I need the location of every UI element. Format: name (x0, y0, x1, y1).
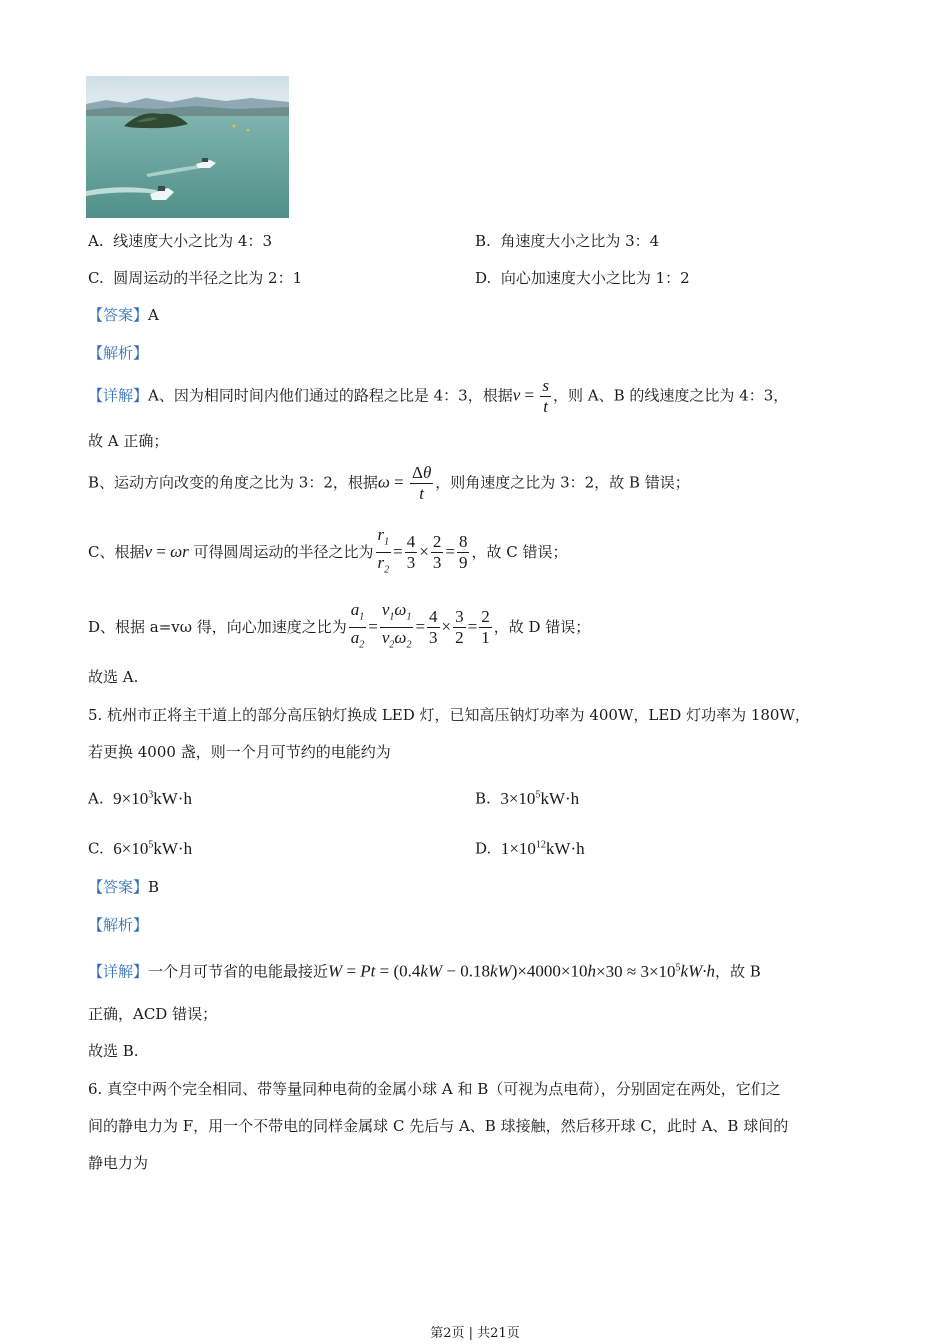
detail-text: 可得圆周运动的半径之比为 (193, 542, 374, 561)
detail-text: B、运动方向改变的角度之比为 3：2，根据 (88, 473, 378, 492)
q5-stem-line2: 若更换 4000 盏，则一个月可节约的电能约为 (88, 743, 391, 761)
answer-value: B (148, 878, 160, 896)
q5-detail-line2: 正确，ACD 错误； (88, 1005, 218, 1023)
formula-v-omega-r: v (144, 541, 153, 561)
q4-answer (88, 305, 159, 325)
q4-option-a (88, 231, 272, 251)
detail-text: C、根据 (88, 542, 145, 561)
q5-option-a (88, 785, 192, 809)
q4-option-d (475, 268, 690, 288)
option-label: C. (88, 269, 104, 287)
q5-option-b (475, 785, 579, 809)
q4-detail-b: B、运动方向改变的角度之比为 3：2，根据ω = $\frac{\Delta\theta}{t}$ ，则角速度之比为 3：2，故 B 错误； (88, 463, 690, 503)
q5-option-c (88, 835, 192, 859)
detail-text: D、根据 a=vω 得，向心加速度之比为 (88, 617, 347, 636)
answer-value: A (148, 306, 159, 324)
q4-detail-d: D、根据 a=vω 得，向心加速度之比为 $\frac{a_1}{a_2}$ = $\frac{v_1\omega_1}{v_2\omega_2}$ = $\frac{4}{3}$ × $\frac{3}{2}$ = $\frac{2}{1}$ ，故 D 错误； (88, 600, 590, 656)
option-label: C. (88, 839, 104, 858)
fraction-a1-a2: $\frac{a_1}{a_2}$ (350, 600, 365, 651)
option-text: 角速度大小之比为 3：4 (500, 232, 660, 250)
fraction-2-3: $\frac{2}{3}$ (432, 532, 442, 573)
q5-conclusion: 故选 B. (88, 1042, 139, 1060)
fraction-2-1: $\frac{2}{1}$ (481, 607, 490, 648)
q4-option-b (475, 231, 659, 251)
option-value: $9\times 10^3kW\cdot h$ (113, 788, 192, 808)
answer-tag: 【答案】 (88, 878, 149, 896)
option-text: 向心加速度大小之比为 1：2 (500, 269, 690, 287)
option-label: D. (475, 839, 492, 858)
q4-detail-a: 【详解】A、因为相同时间内他们通过的路程之比是 4：3，根据v = $\frac{s}{t}$ ，则 A、B 的线速度之比为 4：3， (88, 376, 789, 416)
option-text: 线速度大小之比为 4：3 (113, 232, 273, 250)
q5-detail: 【详解】一个月可节省的电能最接近$W = Pt = (0.4kW - 0.18kW)\times 4000\times 10h\times 30 \approx 3\times 10^5kW\cdot h$，故 B (88, 961, 761, 981)
q4-detail-c: C、根据v = ωr 可得圆周运动的半径之比为 $\frac{r_1}{r_2}$ = $\frac{4}{3}$ × $\frac{2}{3}$ = $\frac{8}{9}$ ，故 C 错误； (88, 525, 567, 581)
detail-text: 一个月可节省的电能最接近 (148, 962, 329, 981)
formula-energy: W (328, 961, 343, 981)
answer-tag: 【答案】 (88, 306, 149, 324)
detail-text: A、因为相同时间内他们通过的路程之比是 4：3，根据 (148, 386, 513, 405)
formula-v-s-t: v (512, 385, 521, 405)
q4-detail-a-line2: 故 A 正确； (88, 432, 169, 450)
fraction-4-3: $\frac{4}{3}$ (406, 532, 416, 573)
option-value: $1\times 10^{12}kW\cdot h$ (500, 838, 585, 858)
detail-tag: 【详解】 (88, 962, 149, 981)
detail-text: ，故 C 错误； (471, 542, 568, 561)
detail-text: ，故 B (715, 962, 761, 981)
fraction-8-9: $\frac{8}{9}$ (458, 532, 468, 573)
option-label: B. (475, 789, 491, 808)
q6-stem-line2: 间的静电力为 F，用一个不带电的同样金属球 C 先后与 A、B 球接触，然后移开球 C，此时 A、B 球间的 (88, 1117, 789, 1135)
fraction-dtheta-over-t: $\frac{\Delta\theta}{t}$ (412, 463, 432, 503)
detail-text: ，故 D 错误； (493, 617, 591, 636)
option-label: D. (475, 269, 492, 287)
fraction-3-2: $\frac{3}{2}$ (455, 607, 464, 648)
boats-lake-photo (86, 76, 289, 218)
page-footer: 第2页 | 共21页 (430, 1326, 520, 1341)
fraction-s-over-t: $\frac{s}{t}$ (542, 376, 549, 416)
option-label: A. (88, 232, 104, 250)
option-value: $3\times 10^5kW\cdot h$ (500, 788, 580, 808)
q5-analysis-tag: 【解析】 (88, 916, 149, 934)
detail-text: ，则角速度之比为 3：2，故 B 错误； (435, 473, 690, 492)
q5-stem-line1: 5. 杭州市正将主干道上的部分高压钠灯换成 LED 灯，已知高压钠灯功率为 400W，LED 灯功率为 180W， (88, 706, 810, 724)
q4-conclusion: 故选 A. (88, 668, 139, 686)
q5-option-d (475, 835, 585, 859)
detail-text: ，则 A、B 的线速度之比为 4：3， (552, 386, 789, 405)
fraction-v1w1-v2w2: $\frac{v_1\omega_1}{v_2\omega_2}$ (381, 600, 412, 651)
q5-answer (88, 877, 159, 897)
q6-stem-line1: 6. 真空中两个完全相同、带等量同种电荷的金属小球 A 和 B（可视为点电荷），分别固定在两处，它们之 (88, 1080, 781, 1098)
q4-analysis-tag: 【解析】 (88, 344, 149, 362)
option-label: A. (88, 789, 104, 808)
option-label: B. (475, 232, 491, 250)
detail-tag: 【详解】 (88, 386, 149, 405)
q4-option-c (88, 268, 302, 288)
fraction-4-3: $\frac{4}{3}$ (429, 607, 438, 648)
q6-stem-line3: 静电力为 (88, 1154, 149, 1172)
option-text: 圆周运动的半径之比为 2：1 (113, 269, 303, 287)
fraction-r1-r2: $\frac{r_1}{r_2}$ (377, 525, 390, 576)
option-value: $6\times 10^5kW\cdot h$ (113, 838, 193, 858)
formula-omega: ω (377, 472, 390, 492)
